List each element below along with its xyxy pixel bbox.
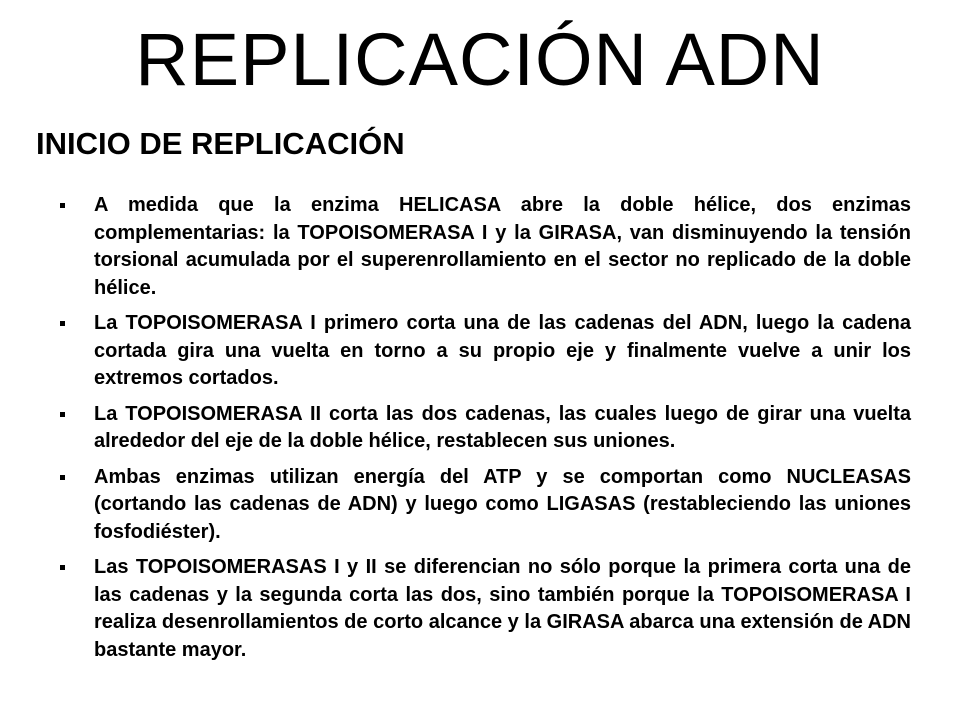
- bullet-item: [58, 554, 911, 664]
- bullet-text: La TOPOISOMERASA I primero corta una de las cadenas del ADN, luego la cadena cortada gira una vuelta en torno a su propio eje y finalmente vuelve a unir los extremos cortados.: [94, 312, 911, 389]
- bullet-list: [58, 192, 911, 672]
- bullet-item: [58, 310, 911, 393]
- slide-title: REPLICACIÓN ADN: [135, 18, 825, 101]
- bullet-text: La TOPOISOMERASA II corta las dos cadenas, las cuales luego de girar una vuelta alrededor del eje de la doble hélice, restablecen sus uniones.: [94, 402, 911, 452]
- square-bullet-icon: [60, 565, 65, 570]
- square-bullet-icon: [60, 475, 65, 480]
- bullet-item: [58, 401, 911, 456]
- bullet-text: Las TOPOISOMERASAS I y II se diferencian no sólo porque la primera corta una de las cadenas y la segunda corta las dos, sino también porque la TOPOISOMERASA I realiza desenrollamientos de corto alcance y la GIRASA abarca una extensión de ADN bastante mayor.: [94, 556, 911, 661]
- square-bullet-icon: [60, 203, 65, 208]
- bullet-item: [58, 192, 911, 302]
- bullet-item: [58, 464, 911, 547]
- section-heading: INICIO DE REPLICACIÓN: [36, 126, 405, 161]
- bullet-text: Ambas enzimas utilizan energía del ATP y se comportan como NUCLEASAS (cortando las cadenas de ADN) y luego como LIGASAS (restableciendo las uniones fosfodiéster).: [94, 465, 911, 543]
- square-bullet-icon: [60, 321, 65, 326]
- square-bullet-icon: [60, 412, 65, 417]
- bullet-text: A medida que la enzima HELICASA abre la doble hélice, dos enzimas complementarias: la TOPOISOMERASA I y la GIRASA, van disminuyendo la tensión torsional acumulada por el superenrollamiento en el sector no replicado de la doble hélice.: [94, 194, 911, 299]
